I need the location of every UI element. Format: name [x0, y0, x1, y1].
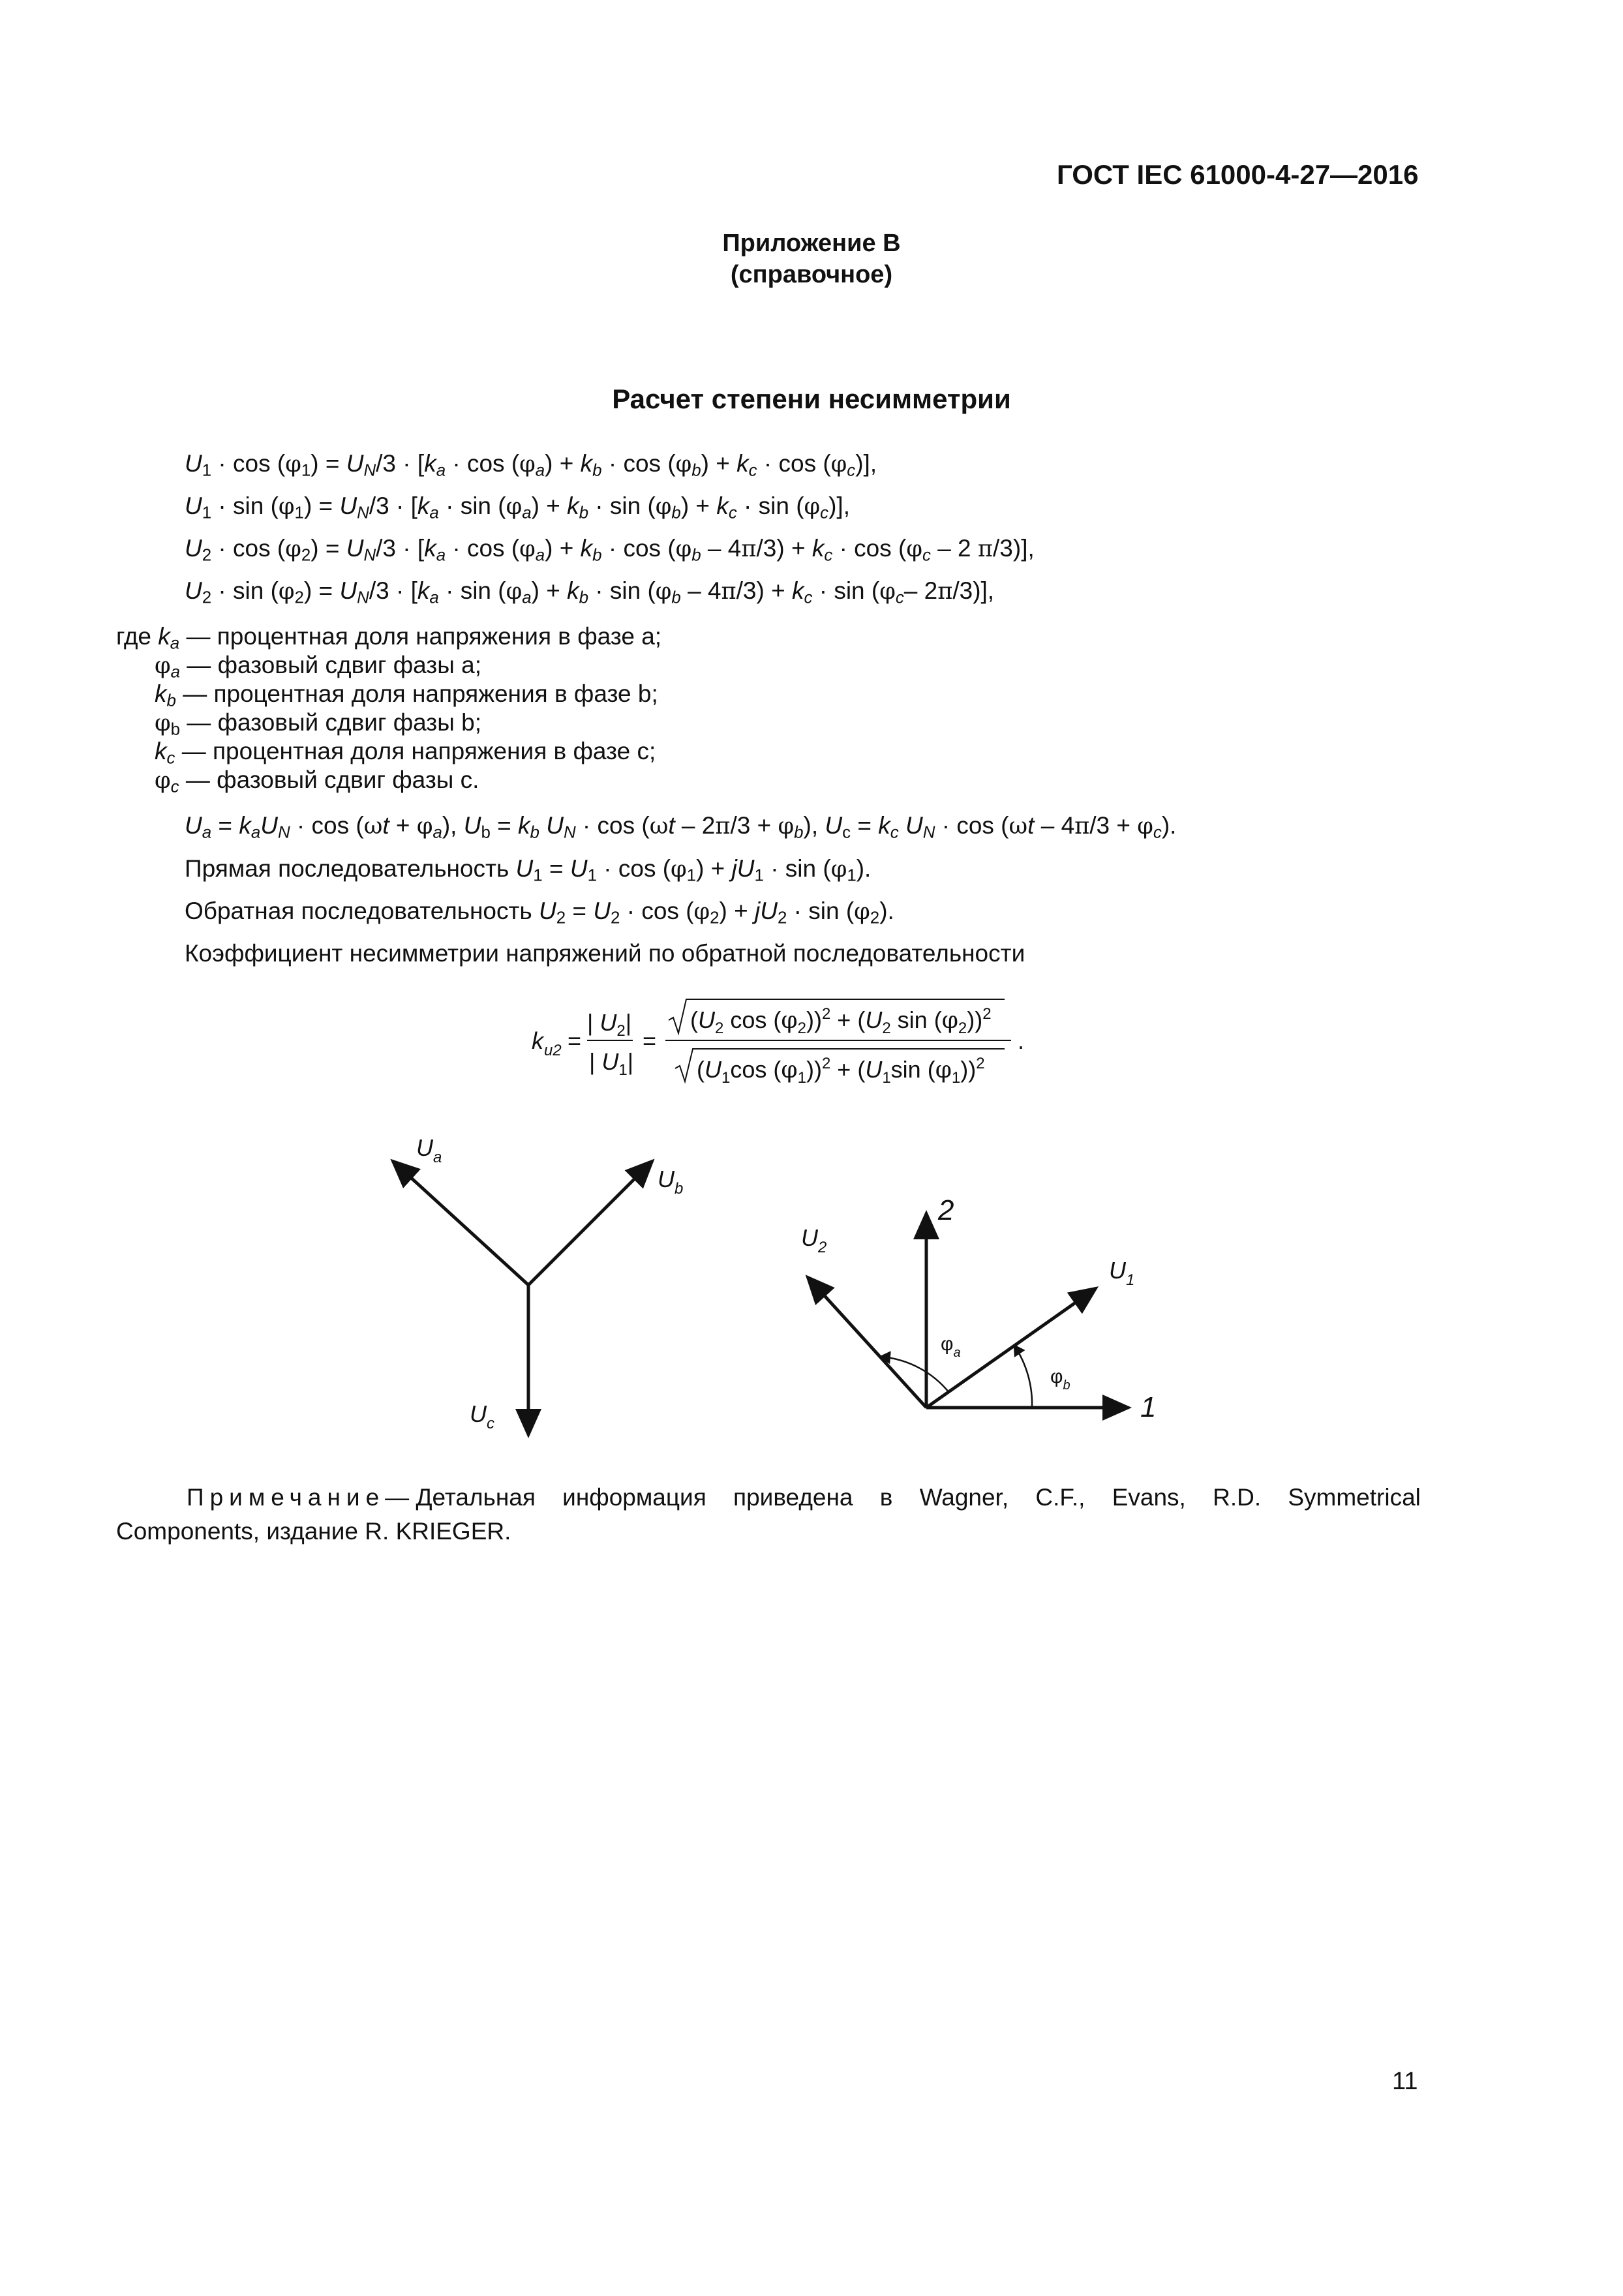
arc-phi-a: [881, 1357, 949, 1393]
label-phi-a: $\varphi_a$: [941, 1333, 961, 1360]
label-ua: $U_a$: [416, 1134, 442, 1166]
appendix-title: Приложение В: [722, 230, 901, 257]
equation-1: $U_1 \cdot \cos (\varphi_1) = U_N/3 \cdot [k_a \cdot \cos (\varphi_a) + k_b \cdot \cos (\varphi_b) + k_c \cdot \cos (\varphi_c)]$,: [185, 450, 877, 480]
legend-item-kc: $k_c$ — процентная доля напряжения в фазе c;: [155, 738, 656, 768]
svg-text:.: .: [1018, 1027, 1025, 1054]
svg-text:(U1cos (φ1))2 + (U1sin (φ1))2: ($U_1\cos$ $(\varphi_1))^2 + (U_1\sin$ $(\varphi_1))^2$: [697, 1055, 985, 1087]
legend-item-phia: $\varphi_a$ — фазовый сдвиг фазы a;: [155, 652, 481, 682]
label-u2: $U_2$: [801, 1224, 827, 1256]
equation-2: $U_1 \cdot \sin (\varphi_1) = U_N/3 \cdot [k_a \cdot \sin (\varphi_a) + k_b \cdot \sin (\varphi_b) + k_c \cdot \sin (\varphi_c)]$,: [185, 492, 850, 522]
arc-phi-b: [1014, 1346, 1032, 1408]
note: [116, 1481, 1421, 1548]
svg-text:k: k: [532, 1027, 543, 1054]
section-title: Расчет степени несимметрии: [612, 384, 1011, 414]
legend-item-phic: $\varphi_c$ — фазовый сдвиг фазы c.: [155, 766, 479, 796]
legend-item-ka: где $k_a$ — процентная доля напряжения в фазе a;: [116, 623, 662, 653]
phase-star-diagram: [365, 1122, 731, 1461]
negative-sequence: Обратная последовательность $U_2 = U_2 \cdot \cos (\varphi_2) + jU_2 \cdot \sin (\varphi_2)$.: [185, 898, 894, 928]
equation-4: $U_2 \cdot \sin (\varphi_2) = U_N/3 \cdot [k_a \cdot \sin (\varphi_a) + k_b \cdot \sin (\varphi_b - 4\pi/3) + k_c \cdot \sin (\varphi_c-$ 2π/3)],: [185, 577, 995, 607]
note-line-1: Примечание— Детальная информация приведена в Wagner, C.F., Evans, R.D. Symmetrical: [187, 1484, 1421, 1511]
legend-item-phib: $\varphi_b$ — фазовый сдвиг фазы b;: [155, 709, 481, 739]
sequence-vector-diagram: [783, 1174, 1200, 1448]
label-uc: $U_c$: [470, 1400, 494, 1432]
page-number: 11: [1392, 2068, 1418, 2095]
label-phi-b: $\varphi_b$: [1050, 1366, 1070, 1393]
label-axis-2: 2: [938, 1194, 954, 1226]
legend-item-kb: $k_b$ — процентная доля напряжения в фазе b;: [155, 680, 658, 710]
vector-ua: [393, 1161, 528, 1285]
svg-text:(U2 cos (φ2))2 + (U2 sin (φ2)): ($U_2$ $\cos (\varphi_2))^2 + (U_2$ $\sin (\varphi_2))^2$: [690, 1005, 992, 1037]
coefficient-text: Коэффициент несимметрии напряжений по обратной последовательности: [185, 940, 1025, 967]
svg-text:=: =: [643, 1027, 657, 1054]
svg-text:| U1|: | $U_1|$: [589, 1048, 634, 1079]
note-line-2: Components, издание R. KRIEGER.: [116, 1518, 511, 1545]
document-id: ГОСТ IEC 61000-4-27—2016: [1057, 159, 1419, 190]
svg-text:u2: u2: [544, 1042, 562, 1059]
equation-3: $U_2 \cdot \cos (\varphi_2) = U_N/3 \cdot [k_a \cdot \cos (\varphi_a) + k_b \cdot \cos (\varphi_b - 4\pi/3) + k_c \cdot \cos (\varphi_c - 2$ π/3)],: [185, 535, 1035, 565]
ratio-formula: [522, 991, 1044, 1096]
vector-u2: [808, 1277, 926, 1408]
note-label: Примечание: [187, 1484, 386, 1511]
label-axis-1: 1: [1140, 1391, 1157, 1423]
positive-sequence: Прямая последовательность $U_1 = U_1 \cdot \cos (\varphi_1) + jU_1 \cdot \sin (\varphi_1)$.: [185, 855, 872, 885]
vector-ub: [528, 1161, 652, 1285]
label-u1: $U_1$: [1109, 1257, 1135, 1289]
label-ub: $U_b$: [658, 1166, 684, 1198]
appendix-subtitle: (справочное): [730, 261, 893, 288]
svg-text:| U2|: | $U_2|$: [587, 1009, 632, 1040]
svg-text:=: =: [568, 1027, 582, 1054]
phase-equation: $U_a = k_aU_N \cdot \cos (\omega t + \varphi_a)$, $U_b = k_b$ $U_N \cdot \cos (\omega t - 2\pi/3 + \varphi_b)$, $U_c = k_c$ $U_N \cdot \cos (\omega t - 4\pi/3 + \varphi_c)$.: [185, 812, 1177, 842]
